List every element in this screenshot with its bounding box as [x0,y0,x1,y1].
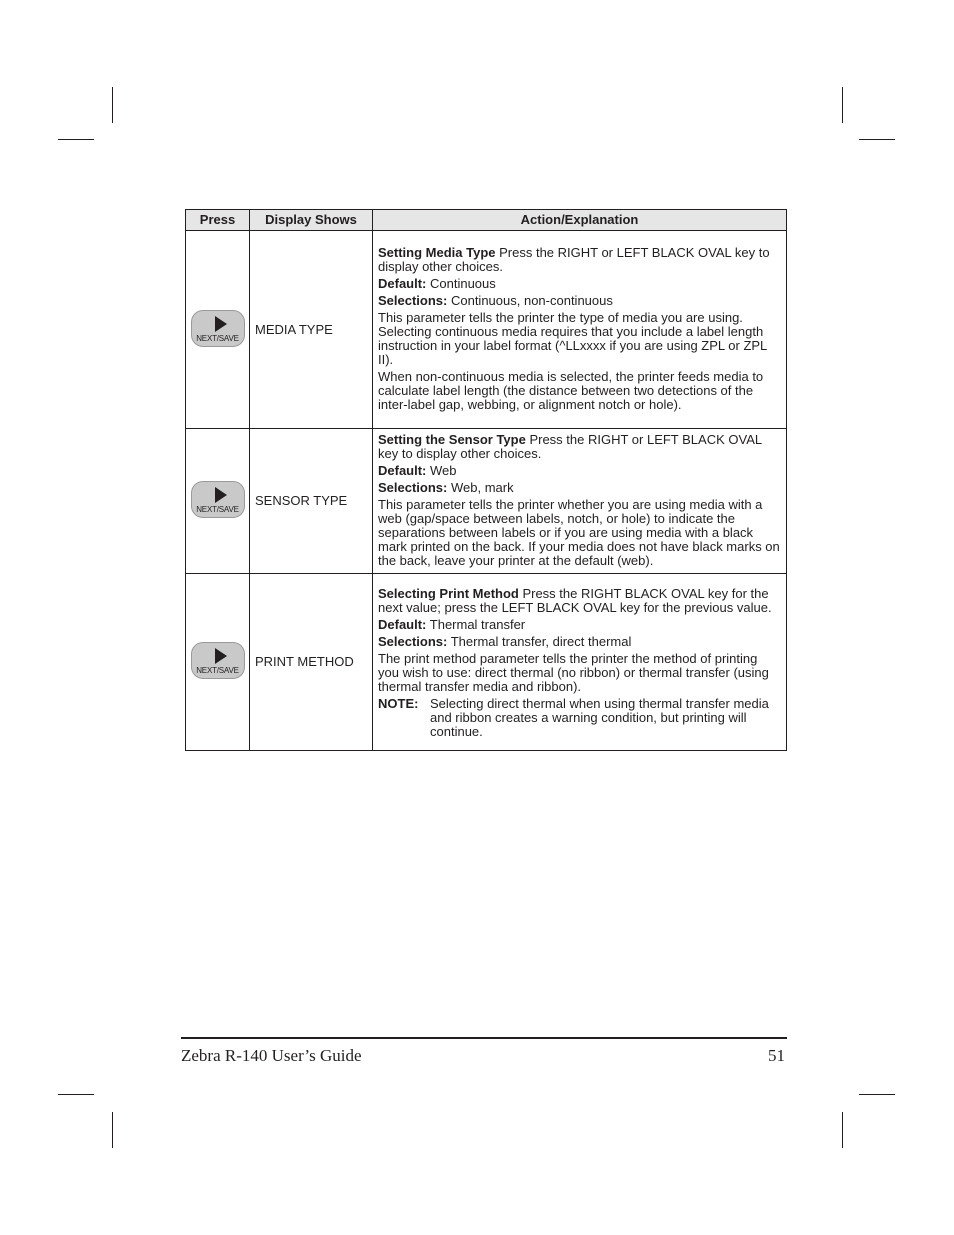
header-display-shows: Display Shows [250,210,373,231]
header-action-explanation: Action/Explanation [373,210,787,231]
footer-title: Zebra R-140 User’s Guide [181,1046,362,1065]
press-cell [186,574,250,751]
selections-line: Selections: Web, mark [378,480,514,495]
header-press: Press [186,210,250,231]
action-title: Selecting Print Method Press the RIGHT BLACK OVAL key for the next value; press the LEFT BLACK OVAL key for the previous value. [378,586,772,615]
parameter-table [185,209,787,751]
display-text: MEDIA TYPE [250,231,373,429]
right-arrow-icon [215,487,227,503]
action-cell [373,429,787,574]
table-row [186,231,787,429]
crop-mark [112,1112,113,1148]
page-number: 51 [768,1046,785,1065]
next-save-key [191,481,245,518]
default-line: Default: Thermal transfer [378,617,526,632]
action-title: Setting the Sensor Type Press the RIGHT or LEFT BLACK OVAL key to display other choices. [378,432,762,461]
right-arrow-icon [215,648,227,664]
explanation-paragraph: This parameter tells the printer whether you are using media with a web (gap/space between labels, notch, or hole) to indicate the separations between labels or if you are using media with a black mark printed on the back. If your media does not have black marks on the back, leave your printer at the default (web). [378,497,780,568]
crop-mark [859,139,895,140]
crop-mark [859,1094,895,1095]
note-text: Selecting direct thermal when using thermal transfer media and ribbon creates a warning condition, but printing will continue. [430,696,769,739]
explanation-paragraph: The print method parameter tells the printer the method of printing you wish to use: direct thermal (no ribbon) or thermal transfer (using thermal transfer media and ribbon). [378,651,769,694]
key-label: NEXT/SAVE [196,333,239,343]
table-row [186,429,787,574]
note [378,697,780,739]
press-cell [186,231,250,429]
action-cell [373,231,787,429]
display-text: PRINT METHOD [250,574,373,751]
key-label: NEXT/SAVE [196,666,239,675]
note-label: NOTE: [378,696,419,711]
crop-mark [842,87,843,123]
explanation-paragraph: When non-continuous media is selected, the printer feeds media to calculate label length (the distance between two detections of the inter-label gap, webbing, or alignment notch or hole). [378,369,764,412]
press-cell [186,429,250,574]
default-line: Default: Web [378,463,457,478]
crop-mark [842,1112,843,1148]
action-cell [373,574,787,751]
crop-mark [58,139,94,140]
crop-mark [112,87,113,123]
action-title: Setting Media Type Press the RIGHT or LEFT BLACK OVAL key to display other choices. [378,245,770,274]
table-header-row [186,210,787,231]
crop-mark [58,1094,94,1095]
next-save-key [191,642,245,679]
table-row [186,574,787,751]
selections-line: Selections: Continuous, non-continuous [378,293,613,308]
footer-rule [181,1037,787,1039]
explanation-paragraph: This parameter tells the printer the type of media you are using. Selecting continuous media requires that you include a label length instruction in your label format (^LLxxxx if you are using ZPL or ZPL II). [378,310,767,367]
right-arrow-icon [215,316,227,332]
key-label: NEXT/SAVE [196,505,239,514]
default-line: Default: Continuous [378,276,496,291]
display-text: SENSOR TYPE [250,429,373,574]
selections-line: Selections: Thermal transfer, direct thermal [378,634,632,649]
next-save-key [191,310,245,347]
